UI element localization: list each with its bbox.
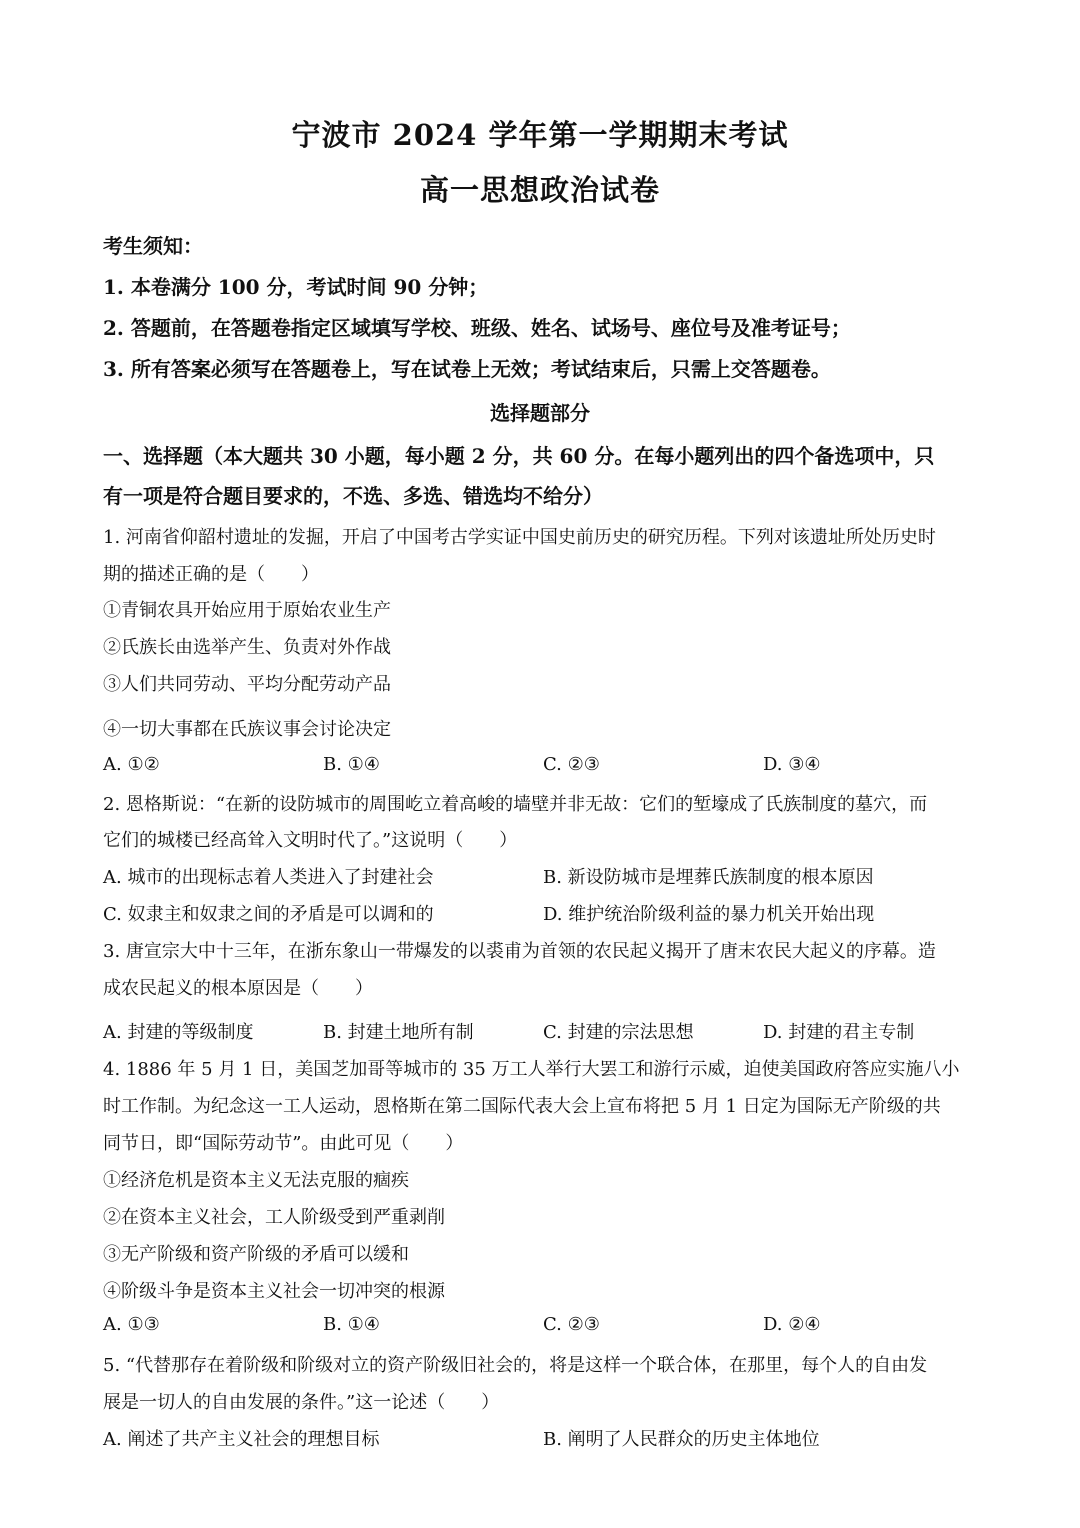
section-heading: 一、选择题（本大题共 30 小题，每小题 2 分，共 60 分。在每小题列出的四个备选项中，只 [103, 444, 935, 468]
answer-option-c: C. ②③ [543, 1314, 600, 1335]
question-statement: ③人们共同劳动、平均分配劳动产品 [103, 674, 391, 695]
exam-subtitle: 高一思想政治试卷 [419, 173, 660, 207]
answer-option-b: B. 阐明了人民群众的历史主体地位 [543, 1429, 820, 1450]
question-stem: 1. 河南省仰韶村遗址的发掘，开启了中国考古学实证中国史前历史的研究历程。下列对该遗址所处历史时 [103, 527, 936, 548]
answer-option-a: A. ①③ [103, 1314, 160, 1335]
answer-option-b: B. 封建土地所有制 [323, 1022, 474, 1043]
question-statement: ①青铜农具开始应用于原始农业生产 [103, 600, 391, 621]
notice-item: 1. 本卷满分 100 分，考试时间 90 分钟； [103, 275, 489, 299]
answer-option-d: D. 封建的君主专制 [763, 1022, 915, 1043]
answer-option-a: A. 城市的出现标志着人类进入了封建社会 [103, 867, 434, 888]
section-part-title: 选择题部分 [490, 401, 590, 425]
question-stem: 同节日，即“国际劳动节”。由此可见（ ） [103, 1133, 464, 1154]
notice-item: 3. 所有答案必须写在答题卷上，写在试卷上无效；考试结束后，只需上交答题卷。 [103, 357, 831, 381]
question-statement: ②在资本主义社会，工人阶级受到严重剥削 [103, 1207, 445, 1228]
answer-option-c: C. ②③ [543, 754, 600, 775]
question-stem: 成农民起义的根本原因是（ ） [103, 978, 373, 999]
answer-option-b: B. 新设防城市是埋葬氏族制度的根本原因 [543, 867, 874, 888]
question-statement: ②氏族长由选举产生、负责对外作战 [103, 637, 391, 658]
question-statement: ①经济危机是资本主义无法克服的痼疾 [103, 1170, 409, 1191]
notice-heading: 考生须知： [103, 234, 203, 258]
question-stem: 4. 1886 年 5 月 1 日，美国芝加哥等城市的 35 万工人举行大罢工和游行示威，迫使美国政府答应实施八小 [103, 1059, 960, 1080]
notice-item: 2. 答题前，在答题卷指定区域填写学校、班级、姓名、试场号、座位号及准考证号； [103, 316, 851, 340]
section-heading: 有一项是符合题目要求的，不选、多选、错选均不给分） [103, 484, 603, 508]
answer-option-a: A. 阐述了共产主义社会的理想目标 [103, 1429, 380, 1450]
answer-option-a: A. ①② [103, 754, 160, 775]
question-stem: 期的描述正确的是（ ） [103, 564, 319, 585]
answer-option-d: D. ③④ [763, 754, 821, 775]
question-stem: 5. “代替那存在着阶级和阶级对立的资产阶级旧社会的，将是这样一个联合体，在那里，每个人的自由发 [103, 1355, 928, 1376]
question-statement: ③无产阶级和资产阶级的矛盾可以缓和 [103, 1244, 409, 1265]
question-statement: ④阶级斗争是资本主义社会一切冲突的根源 [103, 1281, 445, 1302]
answer-option-a: A. 封建的等级制度 [103, 1022, 254, 1043]
answer-option-d: D. 维护统治阶级利益的暴力机关开始出现 [543, 904, 875, 925]
question-statement: ④一切大事都在氏族议事会讨论决定 [103, 719, 391, 740]
question-stem: 3. 唐宣宗大中十三年，在浙东象山一带爆发的以裘甫为首领的农民起义揭开了唐末农民大起义的序幕。造 [103, 941, 936, 962]
question-stem: 时工作制。为纪念这一工人运动，恩格斯在第二国际代表大会上宣布将把 5 月 1 日定为国际无产阶级的共 [103, 1096, 941, 1117]
answer-option-d: D. ②④ [763, 1314, 821, 1335]
answer-option-b: B. ①④ [323, 754, 380, 775]
question-stem: 2. 恩格斯说：“在新的设防城市的周围屹立着高峻的墙壁并非无故：它们的堑壕成了氏族制度的墓穴，而 [103, 794, 928, 815]
exam-title: 宁波市 2024 学年第一学期期末考试 [291, 118, 789, 152]
answer-option-c: C. 封建的宗法思想 [543, 1022, 694, 1043]
question-stem: 它们的城楼已经高耸入文明时代了。”这说明（ ） [103, 830, 518, 851]
answer-option-b: B. ①④ [323, 1314, 380, 1335]
question-stem: 展是一切人的自由发展的条件。”这一论述（ ） [103, 1392, 500, 1413]
answer-option-c: C. 奴隶主和奴隶之间的矛盾是可以调和的 [103, 904, 434, 925]
